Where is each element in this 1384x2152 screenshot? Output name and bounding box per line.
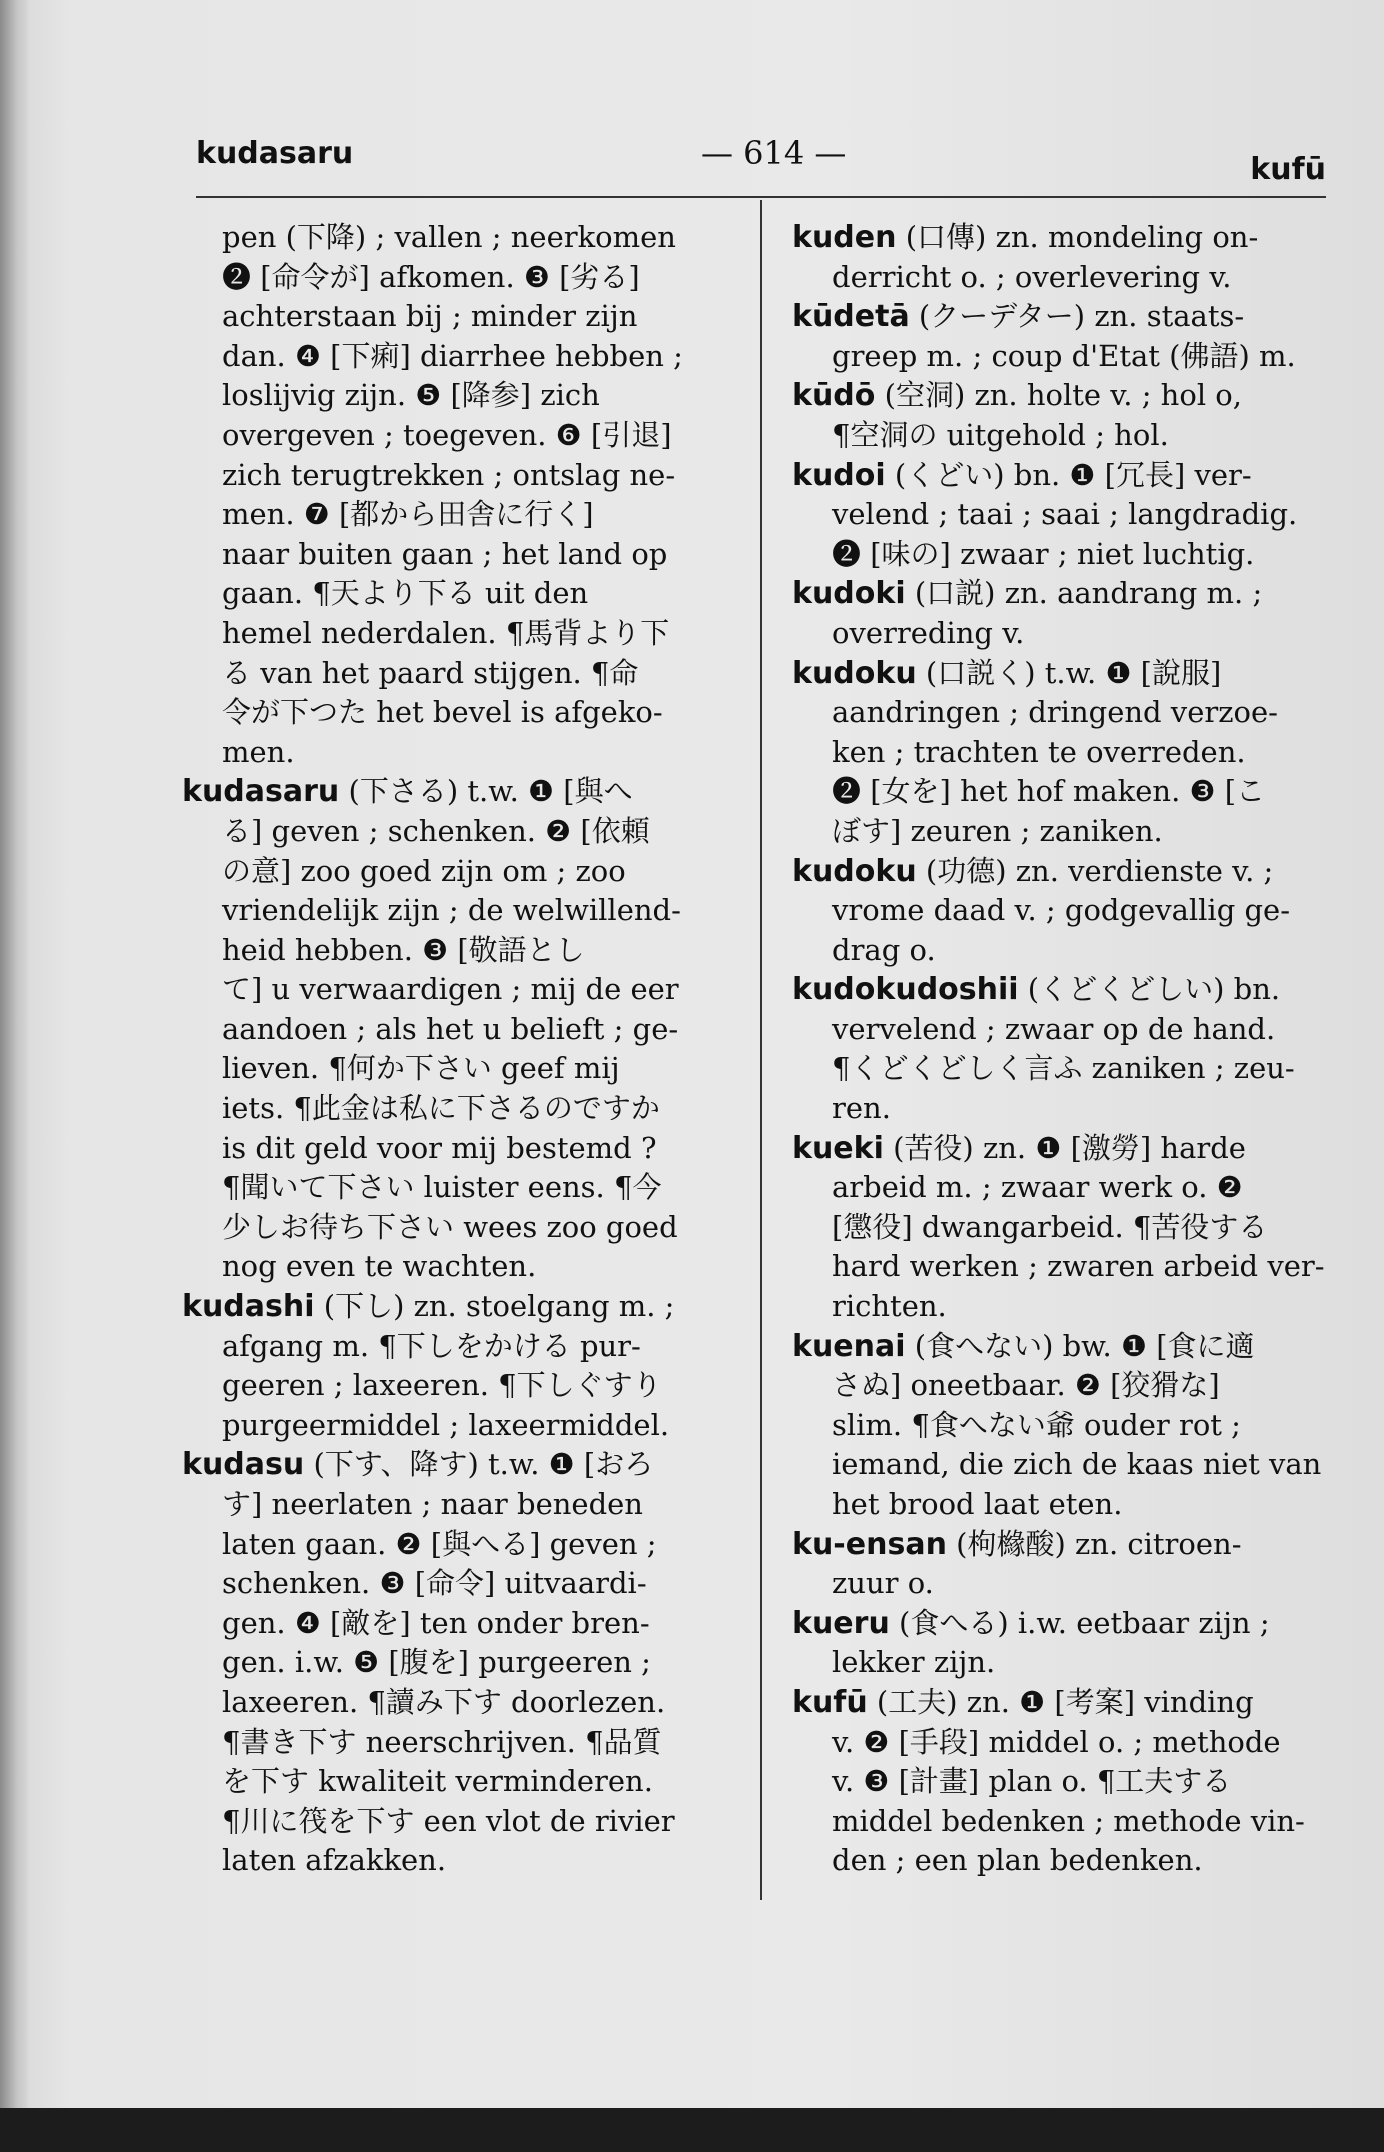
entry-definition-start: (下し) zn. stoelgang m. ; <box>314 1289 675 1324</box>
entry-line: vrome daad v. ; godgevallig ge- <box>832 893 1290 928</box>
entry-line: greep m. ; coup d'Etat (佛語) m. <box>832 338 1296 373</box>
entry-line: ¶川に筏を下す een vlot de rivier <box>222 1803 675 1838</box>
entry-line: laten gaan. ❷ [與へる] geven ; <box>222 1526 657 1561</box>
column-divider <box>760 200 762 1900</box>
dictionary-entry <box>182 772 740 1287</box>
entry-line: loslijvig zijn. ❺ [降参] zich <box>222 378 600 413</box>
entry-first-line <box>792 1129 1334 1169</box>
entry-line: さぬ] oneetbaar. ❷ [狡猾な] <box>832 1368 1220 1403</box>
entry-line: の意] zoo goed zijn om ; zoo <box>222 853 626 888</box>
entry-first-line <box>792 218 1334 258</box>
entry-definition-start: (くどい) bn. ❶ [冗長] ver- <box>885 457 1252 492</box>
guide-word-left: kudasaru <box>196 136 354 171</box>
entry-first-line <box>792 574 1334 614</box>
entry-line: purgeermiddel ; laxeermiddel. <box>222 1407 670 1442</box>
entry-line: hard werken ; zwaren arbeid ver- <box>832 1249 1325 1284</box>
entry-line: る] geven ; schenken. ❷ [依頼 <box>222 813 650 848</box>
entry-first-line <box>792 376 1334 416</box>
entry-line: gen. i.w. ❺ [腹を] purgeeren ; <box>222 1645 651 1680</box>
dictionary-entry <box>792 297 1334 376</box>
entry-line: iets. ¶此金は私に下さるのですか <box>222 1091 660 1126</box>
entry-first-line <box>182 1287 740 1327</box>
entry-definition-start: (空洞) zn. holte v. ; hol o, <box>875 378 1242 413</box>
entry-line: vriendelijk zijn ; de welwillend- <box>222 893 681 928</box>
entry-line: overreding v. <box>832 615 1025 650</box>
entry-definition-start: (下さる) t.w. ❶ [與へ <box>339 774 633 809</box>
entry-definition-start: (食へない) bw. ❶ [食に適 <box>905 1328 1255 1363</box>
entry-line: slim. ¶食へない爺 ouder rot ; <box>832 1407 1241 1442</box>
headword: kūdō <box>792 378 876 414</box>
entry-line: v. ❷ [手段] middel o. ; methode <box>832 1724 1281 1759</box>
headword: kueki <box>792 1130 884 1166</box>
left-column <box>182 218 740 1881</box>
right-column <box>792 218 1334 1881</box>
entry-line: laten afzakken. <box>222 1843 447 1878</box>
entry-definition-start: (くどくどしい) bn. <box>1018 972 1281 1007</box>
entry-line: het brood laat eten. <box>832 1487 1123 1521</box>
page-number: — 614 — <box>701 134 847 172</box>
entry-definition-start: (口傳) zn. mondeling on- <box>896 220 1259 254</box>
guide-word-right: kufū <box>1250 152 1326 187</box>
entry-line: gaan. ¶天より下る uit den <box>222 576 589 611</box>
entry-line: る van het paard stijgen. ¶命 <box>222 655 639 690</box>
entry-line: arbeid m. ; zwaar werk o. ❷ <box>832 1170 1243 1205</box>
dictionary-entry <box>792 654 1334 852</box>
entry-line: laxeeren. ¶讀み下す doorlezen. <box>222 1684 666 1719</box>
entry-line: ❷ [女を] het hof maken. ❸ [こ <box>832 774 1266 809</box>
entry-line: drag o. <box>832 932 936 967</box>
entry-first-line <box>792 852 1334 892</box>
entry-line: is dit geld voor mij bestemd ? <box>222 1130 657 1165</box>
headword: ku-ensan <box>792 1526 947 1562</box>
entry-definition-start: (クーデター) zn. staats- <box>909 299 1245 334</box>
entry-first-line <box>182 772 740 812</box>
page-header <box>196 128 1326 187</box>
entry-line: nog even te wachten. <box>222 1249 537 1284</box>
entry-line: overgeven ; toegeven. ❻ [引退] <box>222 417 672 452</box>
entry-definition-start: (工夫) zn. ❶ [考案] vinding <box>867 1684 1254 1719</box>
entry-definition-start: (枸櫞酸) zn. citroen- <box>946 1526 1242 1561</box>
headword: kudasu <box>182 1447 305 1483</box>
dictionary-entry <box>182 1445 740 1881</box>
headword: kudokudoshii <box>792 972 1019 1008</box>
entry-line: achterstaan bij ; minder zijn <box>222 299 638 334</box>
entry-definition-start: (口説) zn. aandrang m. ; <box>905 576 1263 611</box>
entry-first-line <box>792 970 1334 1010</box>
dictionary-entry <box>792 218 1334 297</box>
entry-line: zuur o. <box>832 1566 934 1601</box>
entry-first-line <box>792 1683 1334 1723</box>
entry-line: men. <box>222 734 295 769</box>
entry-line: 少しお待ち下さい wees zoo goed <box>222 1209 678 1244</box>
entry-line: gen. ❹ [敵を] ten onder bren- <box>222 1605 650 1640</box>
headword: kudoku <box>792 655 917 691</box>
dictionary-entry <box>792 1129 1334 1327</box>
entry-first-line <box>792 1525 1334 1565</box>
entry-line: v. ❸ [計畫] plan o. ¶工夫する <box>832 1764 1232 1799</box>
dictionary-entry <box>182 218 740 772</box>
entry-first-line <box>792 297 1334 337</box>
headword: kudoku <box>792 853 917 889</box>
entry-line: geeren ; laxeeren. ¶下しぐすり <box>222 1368 662 1403</box>
dictionary-entry <box>792 376 1334 455</box>
dictionary-entry <box>792 852 1334 971</box>
entry-line: men. ❼ [都から田舎に行く] <box>222 497 594 532</box>
entry-line: richten. <box>832 1289 947 1324</box>
headword: kueru <box>792 1605 890 1641</box>
headword: kuden <box>792 220 897 255</box>
entry-definition-start: (口説く) t.w. ❶ [說服] <box>916 655 1222 690</box>
entry-line: vervelend ; zwaar op de hand. <box>832 1011 1276 1046</box>
entry-line: ¶空洞の uitgehold ; hol. <box>832 417 1169 452</box>
headword: kudasaru <box>182 774 340 810</box>
entry-definition-start: (下す、降す) t.w. ❶ [おろ <box>304 1447 654 1482</box>
entry-line: pen (下降) ; vallen ; neerkomen <box>222 220 676 254</box>
entry-line: lieven. ¶何か下さい geef mij <box>222 1051 620 1086</box>
headword: kūdetā <box>792 299 910 335</box>
entry-line: naar buiten gaan ; het land op <box>222 536 668 571</box>
entry-line: derricht o. ; overlevering v. <box>832 259 1232 294</box>
entry-line: ¶くどくどしく言ふ zaniken ; zeu- <box>832 1051 1295 1086</box>
header-rule <box>196 196 1326 198</box>
headword: kuenai <box>792 1328 906 1364</box>
entry-line: [懲役] dwangarbeid. ¶苦役する <box>832 1209 1268 1244</box>
entry-first-line <box>792 1604 1334 1644</box>
entry-line: lekker zijn. <box>832 1645 996 1680</box>
entry-line: den ; een plan bedenken. <box>832 1843 1203 1878</box>
book-spine-shadow <box>0 0 30 2108</box>
entry-line: ken ; trachten te overreden. <box>832 734 1246 769</box>
dictionary-entry <box>792 1327 1334 1525</box>
entry-line: ¶聞いて下さい luister eens. ¶今 <box>222 1170 662 1205</box>
entry-line: afgang m. ¶下しをかける pur- <box>222 1328 641 1363</box>
entry-first-line <box>792 456 1334 496</box>
entry-line: す] neerlaten ; naar beneden <box>222 1487 643 1521</box>
headword: kudoki <box>792 576 906 612</box>
entry-line: ❷ [味の] zwaar ; niet luchtig. <box>832 536 1255 571</box>
entry-line: ¶書き下す neerschrijven. ¶品質 <box>222 1724 662 1759</box>
entry-line: を下す kwaliteit verminderen. <box>222 1764 653 1799</box>
entry-first-line <box>182 1445 740 1485</box>
entry-line: 令が下つた het bevel is afgeko- <box>222 695 663 730</box>
entry-line: ren. <box>832 1091 891 1126</box>
headword: kudoi <box>792 457 886 493</box>
headword: kufū <box>792 1684 868 1720</box>
entry-line: hemel nederdalen. ¶馬背より下 <box>222 615 670 650</box>
entry-line: aandoen ; als het u belieft ; ge- <box>222 1011 679 1046</box>
entry-line: heid hebben. ❸ [敬語とし <box>222 932 585 967</box>
entry-line: dan. ❹ [下痢] diarrhee hebben ; <box>222 338 683 373</box>
dictionary-entry <box>792 970 1334 1128</box>
entry-line: velend ; taai ; saai ; langdradig. <box>832 497 1298 532</box>
entry-definition-start: (功德) zn. verdienste v. ; <box>916 853 1274 888</box>
entry-line: ❷ [命令が] afkomen. ❸ [劣る] <box>222 259 640 294</box>
entry-definition-start: (苦役) zn. ❶ [激勞] harde <box>883 1130 1246 1165</box>
dictionary-entry <box>792 456 1334 575</box>
dictionary-entry <box>792 1604 1334 1683</box>
headword: kudashi <box>182 1289 315 1325</box>
entry-line: て] u verwaardigen ; mij de eer <box>222 972 679 1007</box>
entry-first-line <box>792 1327 1334 1367</box>
entry-line: aandringen ; dringend verzoe- <box>832 695 1278 730</box>
entry-line: ぼす] zeuren ; zaniken. <box>832 813 1163 848</box>
entry-first-line <box>792 654 1334 694</box>
entry-line: iemand, die zich de kaas niet van <box>832 1447 1322 1482</box>
entry-line: schenken. ❸ [命令] uitvaardi- <box>222 1566 647 1601</box>
dictionary-entry <box>792 574 1334 653</box>
dictionary-entry <box>182 1287 740 1445</box>
entry-line: zich terugtrekken ; ontslag ne- <box>222 457 676 492</box>
dictionary-entry <box>792 1683 1334 1881</box>
entry-line: middel bedenken ; methode vin- <box>832 1803 1305 1838</box>
dictionary-entry <box>792 1525 1334 1604</box>
entry-definition-start: (食へる) i.w. eetbaar zijn ; <box>889 1605 1270 1640</box>
